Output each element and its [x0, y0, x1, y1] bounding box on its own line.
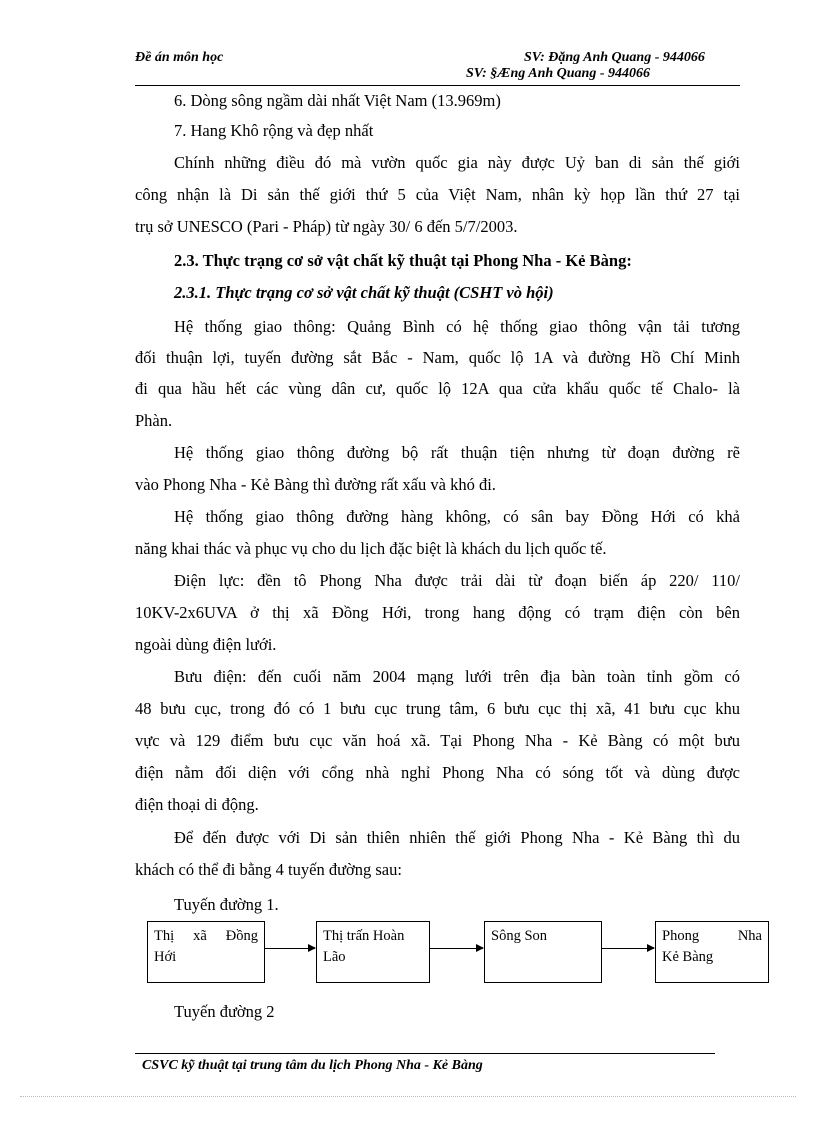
- arrow-2: [430, 948, 483, 949]
- traffic-line: Hệ thống giao thông: Quảng Bình có hệ thống giao thông vận tải tương: [174, 317, 740, 336]
- box-text: Kẻ Bàng: [662, 949, 714, 965]
- footer-text: CSVC kỹ thuật tại trung tâm du lịch Phong Nha - Kẻ Bàng: [142, 1058, 483, 1073]
- list-item-6: 6. Dòng sông ngầm dài nhất Việt Nam (13.969m): [174, 91, 501, 110]
- post-line: 48 bưu cục, trong đó có 1 bưu cục trung tâm, 6 bưu cục thị xã, 41 bưu cục khu: [135, 699, 740, 718]
- heading-2-3: 2.3. Thực trạng cơ sở vật chất kỹ thuật tại Phong Nha - Kẻ Bàng:: [174, 251, 632, 270]
- para1-line: trụ sở UNESCO (Pari - Pháp) từ ngày 30/ 6 đến 5/7/2003.: [135, 217, 518, 236]
- box-text: Thị trấn Hoàn: [323, 928, 405, 944]
- traffic-line: đối thuận lợi, tuyến đường sắt Bắc - Nam, quốc lộ 1A và đường Hồ Chí Minh: [135, 348, 740, 367]
- header-student-garbled: SV: §Æng Anh Quang - 944066: [466, 66, 650, 81]
- post-line: điện thoại di động.: [135, 795, 259, 814]
- route1-box-phong-nha: [655, 921, 769, 983]
- road-line: vào Phong Nha - Kẻ Bàng thì đường rất xấu và khó đi.: [135, 475, 496, 494]
- box-text: Phong Nha: [662, 928, 762, 944]
- routes-line: khách có thể đi bằng 4 tuyến đường sau:: [135, 860, 402, 879]
- route2-label: Tuyến đường 2: [174, 1002, 275, 1021]
- power-line: 10KV-2x6UVA ở thị xã Đồng Hới, trong hang động có trạm điện còn bên: [135, 603, 740, 622]
- post-line: Bưu điện: đến cuối năm 2004 mạng lưới trên địa bàn toàn tỉnh gồm có: [174, 667, 740, 686]
- power-line: ngoài dùng điện lưới.: [135, 635, 277, 654]
- box-text: Thị xã Đồng: [154, 928, 258, 944]
- road-line: Hệ thống giao thông đường bộ rất thuận tiện nhưng từ đoạn đường rẽ: [174, 443, 740, 462]
- air-line: năng khai thác và phục vụ cho du lịch đặc biệt là khách du lịch quốc tế.: [135, 539, 607, 558]
- post-line: điện nằm đối diện với cổng nhà nghỉ Phong Nha có sóng tốt và dùng được: [135, 763, 740, 782]
- heading-2-3-1: 2.3.1. Thực trạng cơ sở vật chất kỹ thuật (CSHT vò hội): [174, 283, 554, 302]
- air-line: Hệ thống giao thông đường hàng không, có sân bay Đồng Hới có khả: [174, 507, 740, 526]
- list-item-7: 7. Hang Khô rộng và đẹp nhất: [174, 121, 374, 140]
- arrow-3: [602, 948, 654, 949]
- power-line: Điện lực: đền tô Phong Nha được trải dài từ đoạn biến áp 220/ 110/: [174, 571, 740, 590]
- post-line: vực và 129 điểm bưu cục văn hoá xã. Tại Phong Nha - Kẻ Bàng có một bưu: [135, 731, 740, 750]
- arrow-1: [265, 948, 315, 949]
- page-bottom-dotted-line: [20, 1096, 796, 1097]
- box-text: Hới: [154, 949, 177, 965]
- route1-box-dong-hoi: [147, 921, 265, 983]
- footer-rule: [135, 1053, 715, 1054]
- route1-box-song-son: [484, 921, 602, 983]
- box-text: Sông Son: [491, 928, 548, 944]
- traffic-line: Phàn.: [135, 411, 173, 430]
- header-student: SV: Đặng Anh Quang - 944066: [524, 50, 705, 65]
- para1-line: Chính những điều đó mà vườn quốc gia này được Uỷ ban di sản thế giới: [174, 153, 740, 172]
- box-text: Lão: [323, 949, 346, 965]
- routes-line: Để đến được với Di sản thiên nhiên thế giới Phong Nha - Kẻ Bàng thì du: [174, 828, 740, 847]
- para1-line: công nhận là Di sản thế giới thứ 5 của Việt Nam, nhân kỳ họp lần thứ 27 tại: [135, 185, 740, 204]
- traffic-line: đi qua hầu hết các vùng dân cư, quốc lộ 12A qua cửa khẩu quốc tế Chalo- là: [135, 379, 740, 398]
- header-course-title: Đề án môn học: [135, 50, 224, 65]
- route1-label: Tuyến đường 1.: [174, 895, 279, 914]
- route1-box-hoan-lao: [316, 921, 430, 983]
